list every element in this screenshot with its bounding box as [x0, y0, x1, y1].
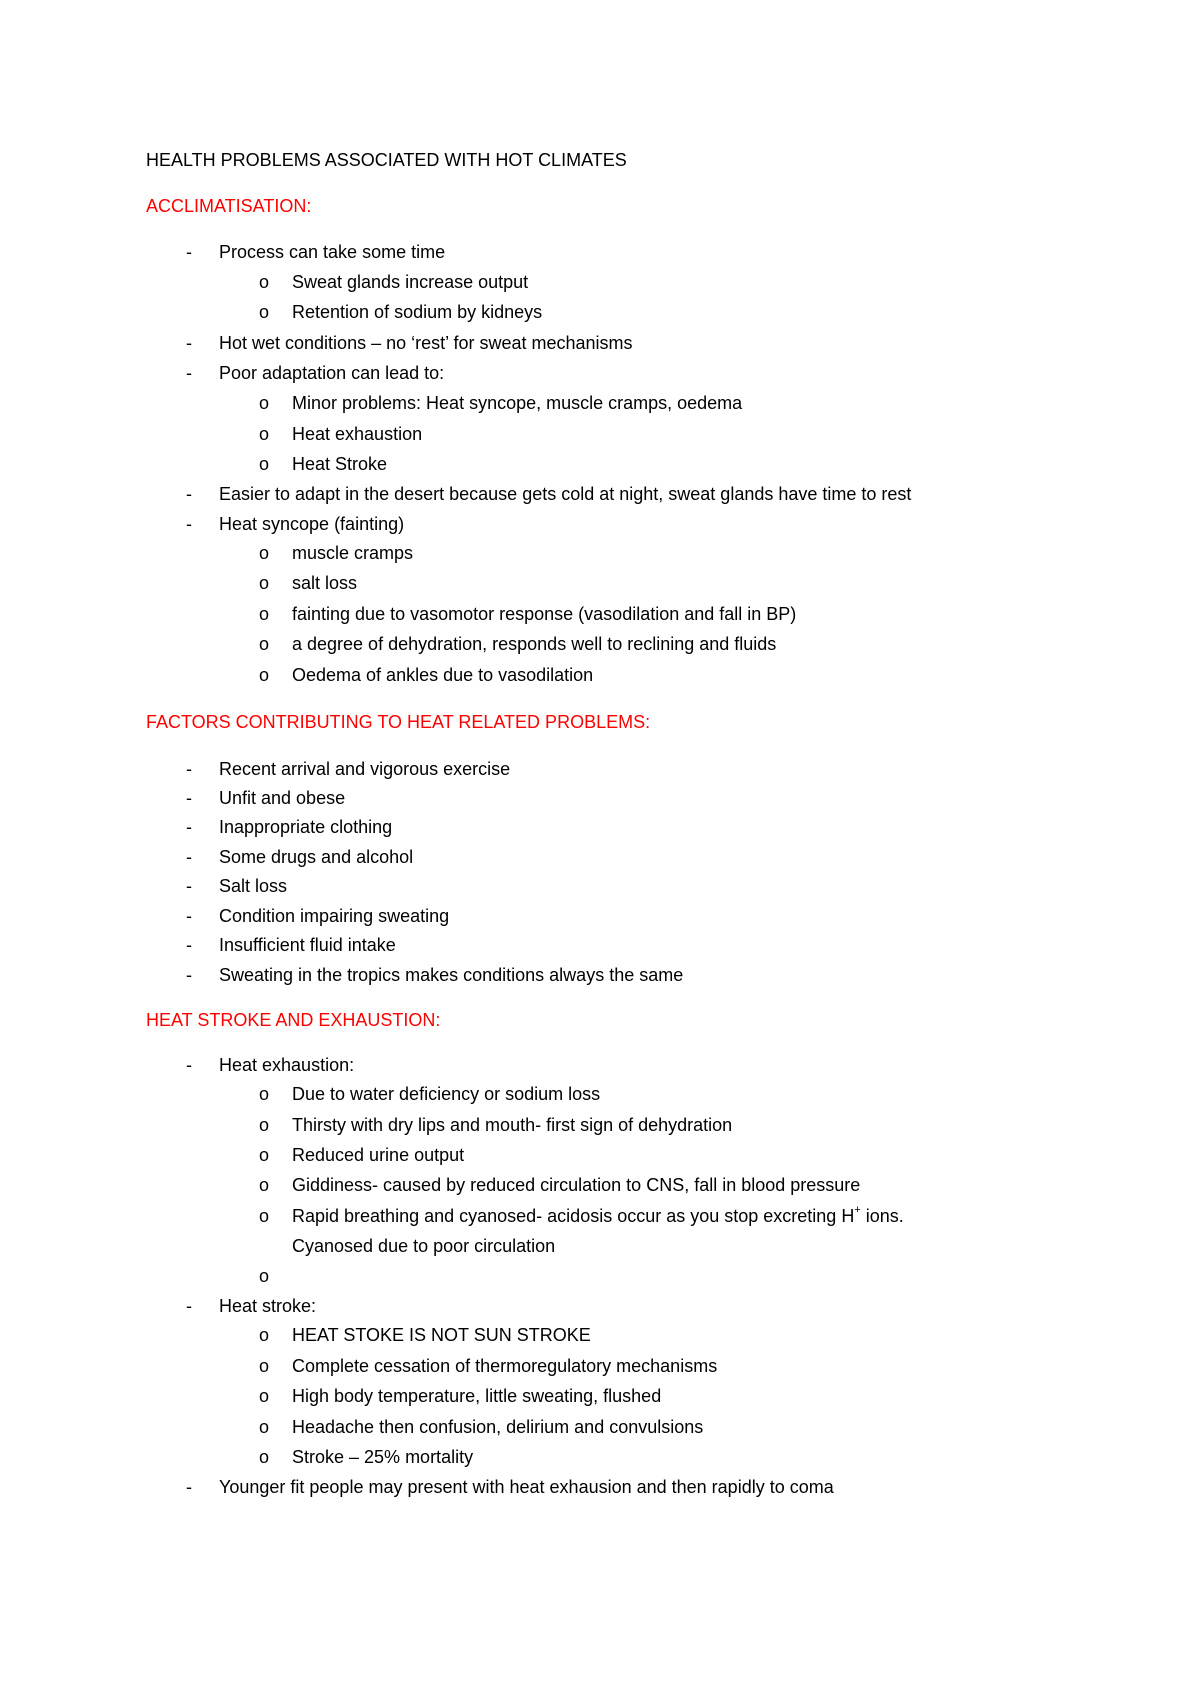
section-heading-acclimatisation: ACCLIMATISATION:: [146, 196, 312, 216]
page-title: HEALTH PROBLEMS ASSOCIATED WITH HOT CLIMATES: [146, 150, 627, 170]
section-heading-heat-stroke: HEAT STROKE AND EXHAUSTION:: [146, 1010, 441, 1030]
section-heading-factors: FACTORS CONTRIBUTING TO HEAT RELATED PROBLEMS:: [146, 712, 651, 732]
